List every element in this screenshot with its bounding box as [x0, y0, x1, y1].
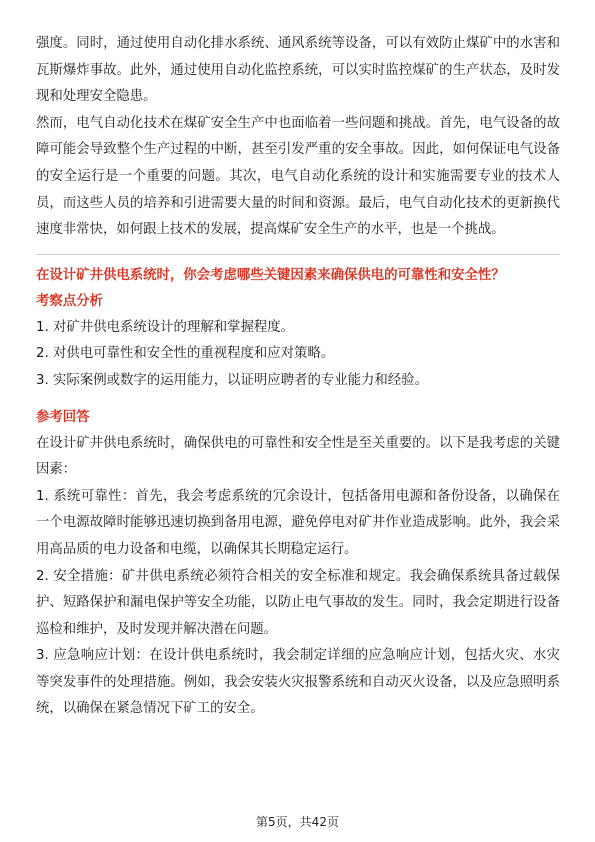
answer-heading: 参考回答	[36, 409, 90, 425]
spacer	[36, 395, 560, 405]
analysis-item: 3. 实际案例或数字的运用能力，以证明应聘者的专业能力和经验。	[36, 372, 428, 388]
section-divider	[36, 254, 560, 255]
answer-paragraph: 1. 系统可靠性：首先，我会考虑系统的冗余设计，包括备用电源和备份设备，以确保在一个电源故障时能够迅速切换到备用电源，避免停电对矿井作业造成影响。此外，我会采用高品质的电力设备和电缆，以确保其长期稳定运行。	[36, 488, 560, 557]
analysis-heading: 考察点分析	[36, 293, 103, 309]
analysis-item: 2. 对供电可靠性和安全性的重视程度和应对策略。	[36, 346, 335, 362]
intro-paragraph: 然而，电气自动化技术在煤矿安全生产中也面临着一些问题和挑战。首先，电气设备的故障可能会导致整个生产过程的中断，甚至引发严重的安全事故。因此，如何保证电气设备的安全运行是一个重要的问题。其次，电气自动化系统的设计和实施需要专业的技术人员，而这些人员的培养和引进需要大量的时间和资源。最后，电气自动化技术的更新换代速度非常快，如何跟上技术的发展，提高煤矿安全生产的水平，也是一个挑战。	[36, 115, 560, 238]
answer-paragraph: 2. 安全措施：矿井供电系统必须符合相关的安全标准和规定。我会确保系统具备过载保护、短路保护和漏电保护等安全功能，以防止电气事故的发生。同时，我会定期进行设备巡检和维护，及时发现并解决潜在问题。	[36, 568, 560, 637]
document-body	[36, 31, 560, 723]
intro-paragraph: 强度。同时，通过使用自动化排水系统、通风系统等设备，可以有效防止煤矿中的水害和瓦斯爆炸事故。此外，通过使用自动化监控系统，可以实时监控煤矿的生产状态，及时发现和处理安全隐患。	[36, 36, 560, 105]
page-number: 第5页，共42页	[256, 815, 339, 829]
analysis-item: 1. 对矿井供电系统设计的理解和掌握程度。	[36, 319, 295, 335]
answer-paragraph: 3. 应急响应计划：在设计供电系统时，我会制定详细的应急响应计划，包括火灾、水灾等突发事件的处理措施。例如，我会安装火灾报警系统和自动灭火设备，以及应急照明系统，以确保在紧急情况下矿工的安全。	[36, 648, 560, 717]
answer-paragraph: 在设计矿井供电系统时，确保供电的可靠性和安全性是至关重要的。以下是我考虑的关键因素：	[36, 435, 560, 478]
question-title: 在设计矿井供电系统时，你会考虑哪些关键因素来确保供电的可靠性和安全性？	[36, 267, 505, 283]
